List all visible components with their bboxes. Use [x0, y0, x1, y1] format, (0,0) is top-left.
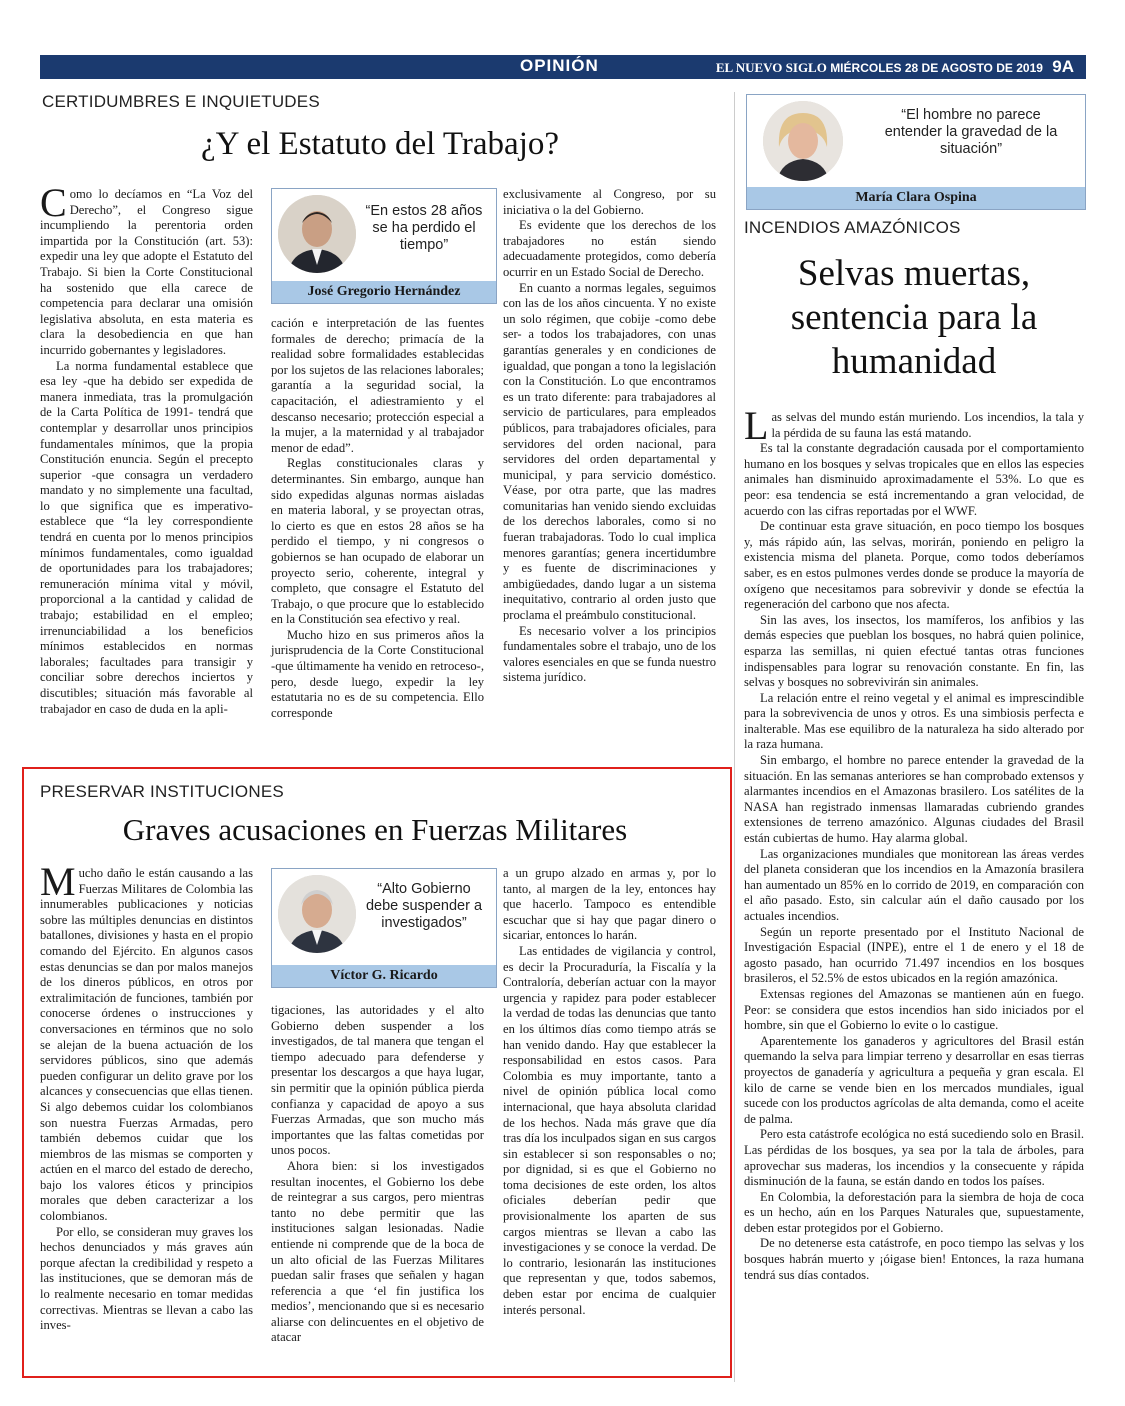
- article1-column-1: [40, 180, 253, 717]
- article1-title: ¿Y el Estatuto del Trabajo?: [200, 126, 560, 162]
- author-name: María Clara Ospina: [747, 187, 1085, 209]
- paragraph: Es tal la constante degradación causada por el comportamiento humano en los bosques y selvas tropicales que en ellos las especies animales han disminuido aproximadamente el 53%. Lo que es peor: esa tendencia se está incrementando a gran velocidad, de acuerdo con las cifras reportadas por el WWF.: [744, 441, 1084, 518]
- author-photo-victor-g-ricardo: [278, 875, 356, 953]
- paragraph: Extensas regiones del Amazonas se mantienen aún en fuego. Peor: se considera que estos incendios han sido iniciados por el hombre, sin que el Gobierno lo evite o lo castigue.: [744, 986, 1084, 1033]
- paragraph: La relación entre el reino vegetal y el animal es imprescindible para la sobrevivencia de unos y otros. Es una simbiosis perfecta e inalterable. Mas ese equilibro de la naturaleza ha sido alterado por la raza humana.: [744, 690, 1084, 752]
- issue-date: MIÉRCOLES 28 DE AGOSTO DE 2019: [830, 61, 1043, 75]
- portrait-icon: [763, 101, 843, 181]
- column-divider: [734, 92, 735, 1382]
- paragraph: Sin las aves, los insectos, los mamíferos, los anfibios y las demás especies que pueblan los bosques, no habrá quien polinice, esparza las semillas, ni quien efectué tantas otras funciones indispensables para lograr su renovación constante. En fin, las selvas y bosques no sobrevivirán sin animales.: [744, 612, 1084, 690]
- paragraph: Es necesario volver a los principios fundamentales sobre el trabajo, uno de los valores esenciales en que se funda nuestro sistema jurídico.: [503, 623, 716, 685]
- newspaper-name: EL NUEVO SIGLO: [715, 60, 827, 75]
- paragraph: Aparentemente los ganaderos y agricultores del Brasil están quemando la selva para limpiar terreno y desarrollar en esas tierras proyectos de ganadería y agricultura a pequeña y gran escala. El kilo de carne se vende bien en los mercados mundiales, igual sucede con los productos agrícolas de alta demanda, como el aceite de palma.: [744, 1033, 1084, 1126]
- article1-kicker: CERTIDUMBRES E INQUIETUDES: [42, 92, 320, 111]
- pull-quote: “Alto Gobierno debe suspender a investigados”: [365, 881, 483, 931]
- paragraph: Reglas constitucionales claras y determinantes. Sin embargo, aunque han sido expedidas algunas normas aisladas en materia laboral, y se proyectan otras, lo cierto es que en estos 28 años se ha perdido el tiempo, y ni congresos o gobiernos se han ocupado de elaborar un proyecto serio, coherente, integral y completo, que consagre el Estatuto del Trabajo, o que procure que lo establecido en la Constitución sea efectivo y real.: [271, 456, 484, 627]
- paragraph: De continuar esta grave situación, en poco tiempo los bosques y, más rápido aún, las selvas, morirán, poniendo en peligro la existencia misma del planeta. Porque, como todos deberíamos saber, es en estos pulmones verdes donde se produce la mayoría de oxígeno que necesitamos para sobrevivir y donde se efectúa la regeneración del carbono que nos afecta.: [744, 519, 1084, 612]
- paragraph: a un grupo alzado en armas y, por lo tanto, al margen de la ley, entonces hay que hacerlo. Tampoco es entendible escuchar que si hay que pagar dinero o sicariar, entonces lo harán.: [503, 866, 716, 943]
- paragraph: Pero esta catástrofe ecológica no está sucediendo solo en Brasil. Las pérdidas de los bosques, ya sea por la tala de árboles, para aprovechar sus maderas, los incendios y la consecuente y rápida disminución de la fauna, se están dando en todos los países.: [744, 1127, 1084, 1189]
- paragraph: as selvas del mundo están muriendo. Los incendios, la tala y la pérdida de su fauna las está matando.: [771, 410, 1084, 440]
- article3-title: Selvas muertas, sentencia para la humanidad: [790, 253, 1038, 382]
- article2-column-2: [271, 1003, 484, 1346]
- paragraph: omo lo decíamos en “La Voz del Derecho”, el Congreso sigue incumpliendo la perentoria orden impartida por la Constitución (art. 53): expedir una ley que adopte el Estatuto del Trabajo. Si bien la Corte Constitucional ha sostenido que ella carece de competencia para declarar una omisión legislativa absoluta, en esta materia es clara la desobediencia en que han incurrido gobernantes y legisladores.: [40, 187, 253, 357]
- article2-column-3: [503, 866, 716, 1318]
- section-header-bar: [40, 55, 1086, 79]
- dropcap: M: [40, 859, 76, 904]
- paragraph: cación e interpretación de las fuentes formales de derecho; primacía de la realidad sobre formalidades establecidas por los sujetos de las relaciones laborales; garantía a la seguridad social, la capacitación, el adiestramiento y el descanso necesario; protección especial a la mujer, a la maternidad y al trabajador menor de edad”.: [271, 316, 484, 455]
- portrait-icon: [278, 875, 356, 953]
- paragraph: Según un reporte presentado por el Instituto Nacional de Investigación Espacial (INPE), entre el 1 de enero y el 18 de agosto pasado, han ocurrido 71.497 incendios en los bosques brasileros, el 52.5% de estos ubicados en la región amazónica.: [744, 924, 1084, 986]
- article2-column-1: [40, 859, 253, 1334]
- article1-quote-box: [271, 188, 497, 304]
- article1-column-2: [271, 316, 484, 721]
- paragraph: En cuanto a normas legales, seguimos con las de los años cincuenta. Y no existe un solo régimen, que cobije -como debe ser- a todos los trabajadores, con unas garantías generales y en condiciones de igualdad, que pongan a tono la legislación con la Constitución. Lo que encontramos es un trato diferente: para trabajadores al servicio de particulares, para empleados públicos, para trabajadores oficiales, para servidores del orden nacional, para servidores del orden departamental y municipal, y para servicio doméstico. Véase, por otra parte, que las madres comunitarias han venido siendo excluidas de los derechos laborales, como si no fueran trabajadoras. Todo lo cual implica menores garantías; genera incertidumbre y es fuente de discriminaciones y ambigüedades, dando lugar a un sistema inequitativo, contrario al orden justo que proclama el preámbulo constitucional.: [503, 280, 716, 623]
- article3-quote-box: [746, 94, 1086, 210]
- article1-column-3: [503, 187, 716, 686]
- article2-title: Graves acusaciones en Fuerzas Militares: [122, 812, 628, 847]
- paragraph: En Colombia, la deforestación para la siembra de hoja de coca es un hecho, aún en los Parques Naturales que, supuestamente, deben estar protegidos por el Gobierno.: [744, 1189, 1084, 1235]
- portrait-icon: [278, 195, 356, 273]
- paragraph: Las entidades de vigilancia y control, es decir la Procuraduría, la Fiscalía y la Contraloría, deberían actuar con la mayor urgencia y rapidez para poder establecer la verdad de todas las denuncias que tanto en los últimos días como tiempo atrás se han venido dando. Hay que establecer la responsabilidad en estos casos. Para Colombia es muy importante, tanto a nivel de opinión pública local como internacional, que haya absoluta claridad de los hechos. Nada más grave que día tras día los inculpados sigan en sus cargos sin establecer si son responsables o no; por dignidad, si es que el Gobierno no toma decisiones de este orden, los altos oficiales deberían pedir que provisionalmente los aparten de sus cargos mientras se llevan a cabo las investigaciones y se conoce la verdad. De lo contrario, lesionarán las instituciones que representan y que, todos sabemos, deben estar por encima de cualquier interés personal.: [503, 943, 716, 1317]
- paragraph: La norma fundamental establece que esa ley -que ha debido ser expedida de manera inmediata, tras la promulgación de la Carta Política de 1991- tendrá que contemplar y desarrollar unos principios fundamentales mínimos, que la propia Constitución enuncia. Según el precepto superior -que consagra un verdadero mandato y no simplemente una facultad, lo que significa que es imperativo- establece que “la ley correspondiente tendrá en cuenta por lo menos principios mínimos fundamentales, como igualdad de oportunidades para los trabajadores; remuneración mínima vital y móvil, proporcional a la cantidad y calidad de trabajo; estabilidad en el empleo; irrenunciabilidad a los beneficios mínimos establecidos en normas laborales; facultades para transigir y conciliar sobre derechos inciertos y discutibles; situación más favorable al trabajador en caso de duda en la apli-: [40, 358, 253, 716]
- article2-kicker: PRESERVAR INSTITUCIONES: [40, 782, 284, 801]
- section-name: OPINIÓN: [520, 56, 599, 75]
- dropcap: C: [40, 180, 67, 225]
- paragraph: Mucho hizo en sus primeros años la jurisprudencia de la Corte Constitucional -que últimamente ha venido en retroceso-, pero, desde luego, expedir la ley estatutaria no es de su competencia. Ello corresponde: [271, 627, 484, 720]
- page-number: 9A: [1052, 57, 1074, 76]
- author-photo-jose-gregorio-hernandez: [278, 195, 356, 273]
- author-name: José Gregorio Hernández: [272, 281, 496, 303]
- paragraph: exclusivamente al Congreso, por su iniciativa o la del Gobierno.: [503, 187, 716, 217]
- paragraph: tigaciones, las autoridades y el alto Gobierno deben suspender a los investigados, de tal manera que tengan el tiempo adecuado para defenderse y presentar los descargos a que haya lugar, sin permitir que la opinión pública pierda confianza y capacidad de apoyo a sus Fuerzas Armadas, que son mucho más importantes que las faltas cometidas por unos pocos.: [271, 1003, 484, 1158]
- paragraph: Sin embargo, el hombre no parece entender la gravedad de la situación. En las semanas anteriores se han comprobado extensos y alarmantes incendios en el Amazonas brasilero. Los satélites de la NASA han registrado inmensas llamaradas cubriendo grandes extensiones de terreno amazónico. Algunas ciudades del Brasil están cubiertas de humo. Hay alarma global.: [744, 753, 1084, 846]
- author-photo-maria-clara-ospina: [763, 101, 843, 181]
- paragraph: Es evidente que los derechos de los trabajadores no están siendo adecuadamente protegidos, como debería ocurrir en un Estado Social de Derecho.: [503, 218, 716, 279]
- article2-quote-box: [271, 868, 497, 988]
- paragraph: Las organizaciones mundiales que monitorean las áreas verdes del planeta consideran que los incendios en la Amazonía brasilera han aumentado un 85% en lo corrido de 2019, en comparación con el año pasado. Esto, sin calcular aún el daño causado por los actuales incendios.: [744, 846, 1084, 923]
- masthead: [716, 57, 1074, 77]
- pull-quote: “El hombre no parece entender la gravedad de la situación”: [884, 107, 1058, 157]
- article3-body: [744, 403, 1084, 1283]
- paragraph: ucho daño le están causando a las Fuerzas Militares de Colombia las innumerables publicaciones y noticias sobre las múltiples denuncias en distintos batallones, divisiones y hasta en el propio comando del Ejército. En algunos casos estas denuncias se dan por malos manejos de los dineros públicos, en otros por extralimitación de funciones, también por conocerse órdenes o instrucciones y conversaciones en términos que no solo se alejan de la buena actuación de los servidores públicos, sino que además pueden configurar un delito grave por los alcances y consecuencias que ellas tienen. Si algo debemos cuidar los colombianos son nuestra Fuerzas Armadas, pero también debemos cuidar que los miembros de las mismas se comporten y actúen en el marco del estado de derecho, bajo los valores éticos y principios morales que deben caracterizar a los colombianos.: [40, 866, 253, 1224]
- paragraph: Por ello, se consideran muy graves los hechos denunciados y más graves aún porque afectan la credibilidad y respeto a las instituciones, que se demoran más de lo realmente necesario en tomar medidas correctivas. Mientras se llevan a cabo las inves-: [40, 1224, 253, 1333]
- pull-quote: “En estos 28 años se ha perdido el tiempo”: [365, 203, 483, 253]
- author-name: Víctor G. Ricardo: [272, 965, 496, 987]
- article3-kicker: INCENDIOS AMAZÓNICOS: [744, 218, 961, 237]
- dropcap: L: [744, 403, 769, 448]
- paragraph: Ahora bien: si los investigados resultan inocentes, el Gobierno los debe de reintegrar a sus cargos, pero mientras tanto no debe permitir que las instituciones salgan lesionadas. Nadie entiende ni comprende que de la boca de un alto oficial de las Fuerzas Militares puedan salir frases que señalen y hagan referencia a que ‘el fin justifica los medios’, mencionando que si es necesario aliarse con delincuentes en el objetivo de atacar: [271, 1158, 484, 1345]
- paragraph: De no detenerse esta catástrofe, en poco tiempo las selvas y los bosques habrán muerto y ¡óigase bien! Entonces, la raza humana tendrá sus días contados.: [744, 1236, 1084, 1282]
